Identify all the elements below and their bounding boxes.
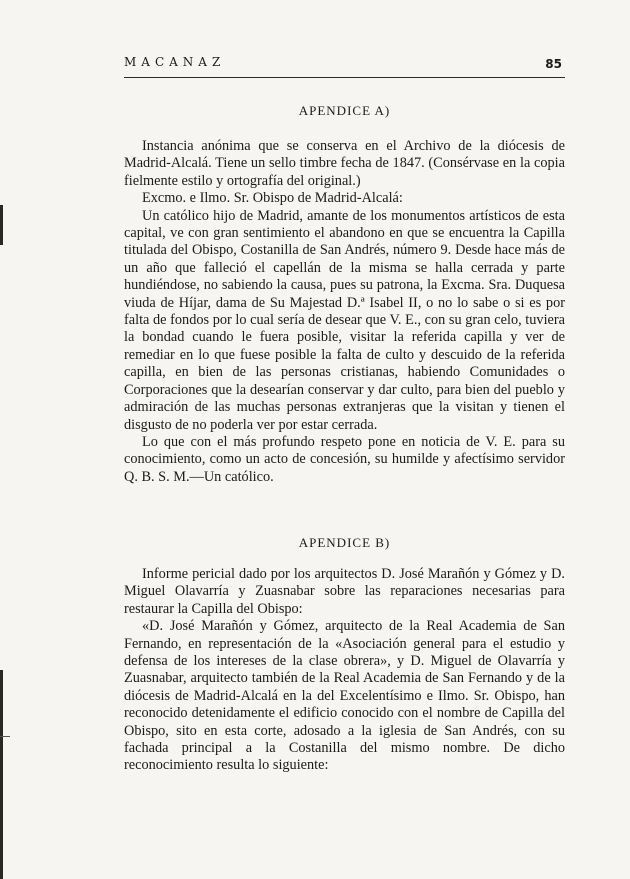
header-rule xyxy=(124,77,565,78)
paragraph: Excmo. e Ilmo. Sr. Obispo de Madrid-Alcalá: xyxy=(142,190,403,207)
scan-edge-mark xyxy=(0,670,3,879)
paragraph: Informe pericial dado por los arquitectos D. José Marañón y Gómez y D. Miguel Olavarría y Zuasnabar sobre las reparaciones necesarias para restaurar la Capilla del Obispo: xyxy=(124,566,565,617)
paragraph: Un católico hijo de Madrid, amante de los monumentos artísticos de esta capital, ve con gran sentimiento el abandono en que se encuentra la Capilla titulada del Obispo, Costanilla de San Andrés, número 9. Desde hace más de un año que falleció el capellán de la misma se halla cerrada y parte hundiéndose, no sabiendo la causa, pues su patrona, la Excma. Sra. Duquesa viuda de Híjar, dama de Su Majestad D.ª Isabel II, o no lo sabe o si es por falta de fondos por lo cual sería de desear que V. E., con su gran celo, tuviera la bondad cuando le fuera posible, visitar la referida capilla y ver de remediar en lo que fuese posible la falta de culto y descuido de la referida capilla, en bien de las personas cristianas, habiendo Comunidades o Corporaciones que la desearían conservar y dar culto, para bien del pueblo y admiración de las muchas personas extranjeras que la visitan y tienen el disgusto de no poderla ver por estar cerrada. xyxy=(124,207,565,433)
scan-edge-mark xyxy=(0,205,3,245)
appendix-b-heading: APENDICE B) xyxy=(298,535,391,550)
margin-tick-mark xyxy=(0,736,10,737)
paragraph: Lo que con el más profundo respeto pone en noticia de V. E. para su conocimiento, como un acto de concesión, su humilde y afectísimo servidor Q. B. S. M.—Un católico. xyxy=(124,433,565,485)
appendix-b-body xyxy=(124,566,565,775)
paragraph: «D. José Marañón y Gómez, arquitecto de la Real Academia de San Fernando, en representación de la «Asociación general para el estudio y defensa de los intereses de la clase obrera», y D. Miguel de Olavarría y Zuasnabar, arquitecto también de la Real Academia de San Fernando y de la diócesis de Madrid-Alcalá en la del Excelentísimo e Ilmo. Sr. Obispo, han reconocido detenidamente el edificio conocido con el nombre de Capilla del Obispo, sito en esta corte, adosado a la iglesia de San Andrés, con su fachada principal a la Costanilla del mismo nombre. De dicho reconocimiento resulta lo siguiente: xyxy=(124,618,565,774)
running-head: MACANAZ xyxy=(124,55,226,69)
paragraph: Instancia anónima que se conserva en el Archivo de la diócesis de Madrid-Alcalá. Tiene un sello timbre fecha de 1847. (Consérvase en la copia fielmente estilo y ortografía del original.) xyxy=(124,138,565,189)
appendix-a-heading: APENDICE A) xyxy=(298,103,391,118)
page-header xyxy=(124,55,564,75)
appendix-a-body xyxy=(124,138,565,486)
page-number: 85 xyxy=(545,57,562,71)
